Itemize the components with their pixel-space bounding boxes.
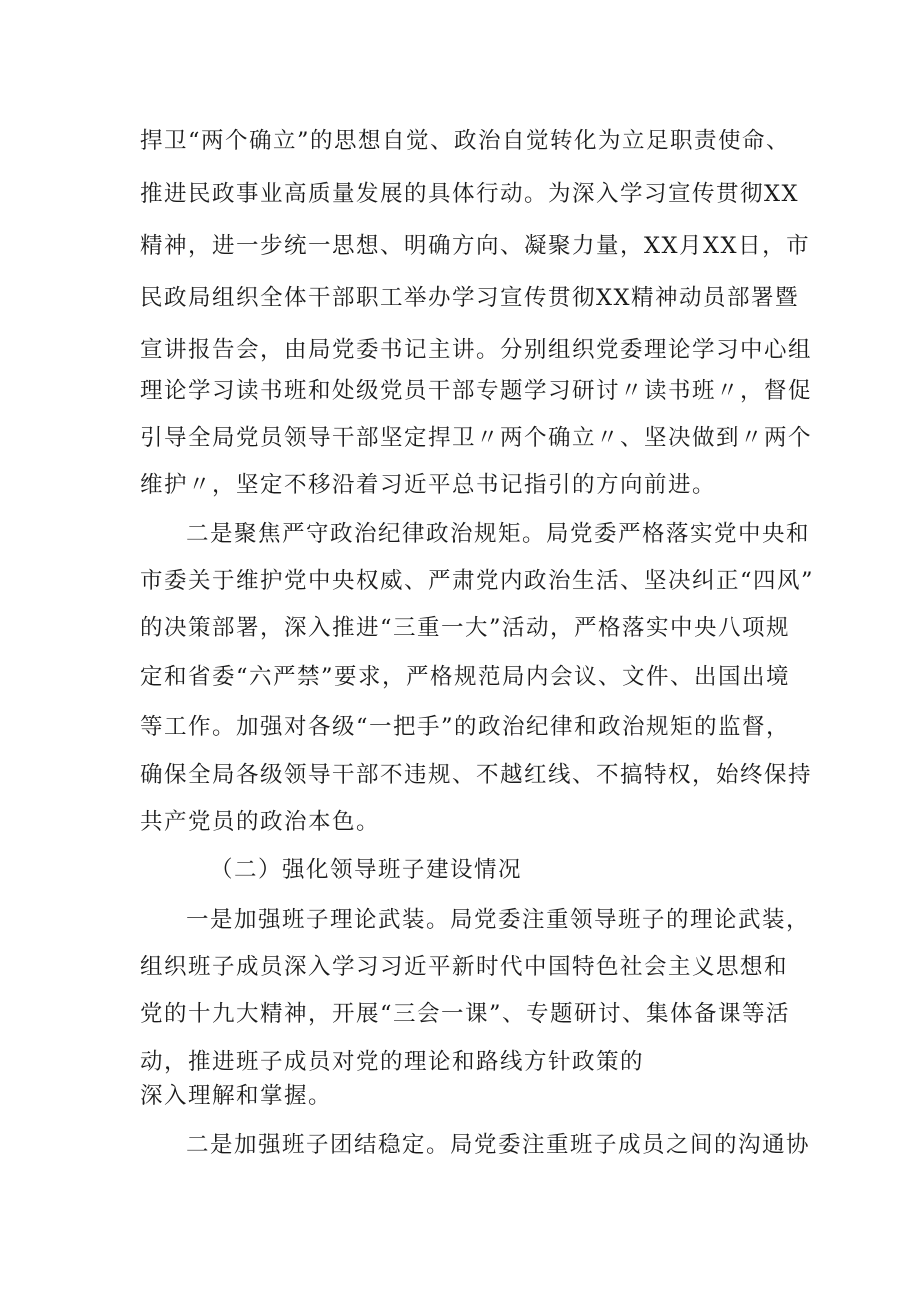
paragraph-line: 深入理解和掌握。 xyxy=(140,1083,333,1109)
section-heading: （二）强化领导班子建设情况 xyxy=(210,857,523,883)
paragraph-line: 二是聚焦严守政治纪律政治规矩。局党委严格落实党中央和 xyxy=(186,521,811,547)
paragraph-line: 民政局组织全体干部职工举办学习宣传贯彻XX精神动员部署暨 xyxy=(140,285,800,311)
paragraph-line: 二是加强班子团结稳定。局党委注重班子成员之间的沟通协 xyxy=(186,1132,811,1158)
paragraph-line: 党的十九大精神，开展“三会一课”、专题研讨、集体备课等活 xyxy=(140,1001,791,1027)
paragraph-line: 捍卫“两个确立”的思想自觉、政治自觉转化为立足职责使命、 xyxy=(140,128,791,154)
paragraph-line: 定和省委“六严禁”要求，严格规范局内会议、文件、出国出境 xyxy=(140,664,791,690)
paragraph-line: 等工作。加强对各级“一把手”的政治纪律和政治规矩的监督， xyxy=(140,714,791,740)
paragraph-line: 的决策部署，深入推进“三重一大”活动，严格落实中央八项规 xyxy=(140,615,791,641)
paragraph-line: 宣讲报告会，由局党委书记主讲。分别组织党委理论学习中心组 xyxy=(140,337,813,363)
paragraph-line: 理论学习读书班和处级党员干部专题学习研讨〃读书班〃，督促 xyxy=(140,378,813,404)
paragraph-line: 精神，进一步统一思想、明确方向、凝聚力量，XX月XX日，市 xyxy=(140,233,811,259)
paragraph-line: 引导全局党员领导干部坚定捍卫〃两个确立〃、坚决做到〃两个 xyxy=(140,425,813,451)
paragraph-line: 确保全局各级领导干部不违规、不越红线、不搞特权，始终保持 xyxy=(140,762,813,788)
paragraph-line: 共产党员的政治本色。 xyxy=(140,809,381,835)
paragraph-line: 一是加强班子理论武装。局党委注重领导班子的理论武装， xyxy=(186,907,811,933)
paragraph-line: 推进民政事业高质量发展的具体行动。为深入学习宣传贯彻XX xyxy=(140,181,800,207)
paragraph-line: 动，推进班子成员对党的理论和路线方针政策的 xyxy=(140,1049,645,1075)
paragraph-line: 市委关于维护党中央权威、严肃党内政治生活、坚决纠正“四风” xyxy=(140,568,815,594)
paragraph-line: 组织班子成员深入学习习近平新时代中国特色社会主义思想和 xyxy=(140,954,789,980)
paragraph-line: 维护〃，坚定不移沿着习近平总书记指引的方向前进。 xyxy=(140,472,717,498)
